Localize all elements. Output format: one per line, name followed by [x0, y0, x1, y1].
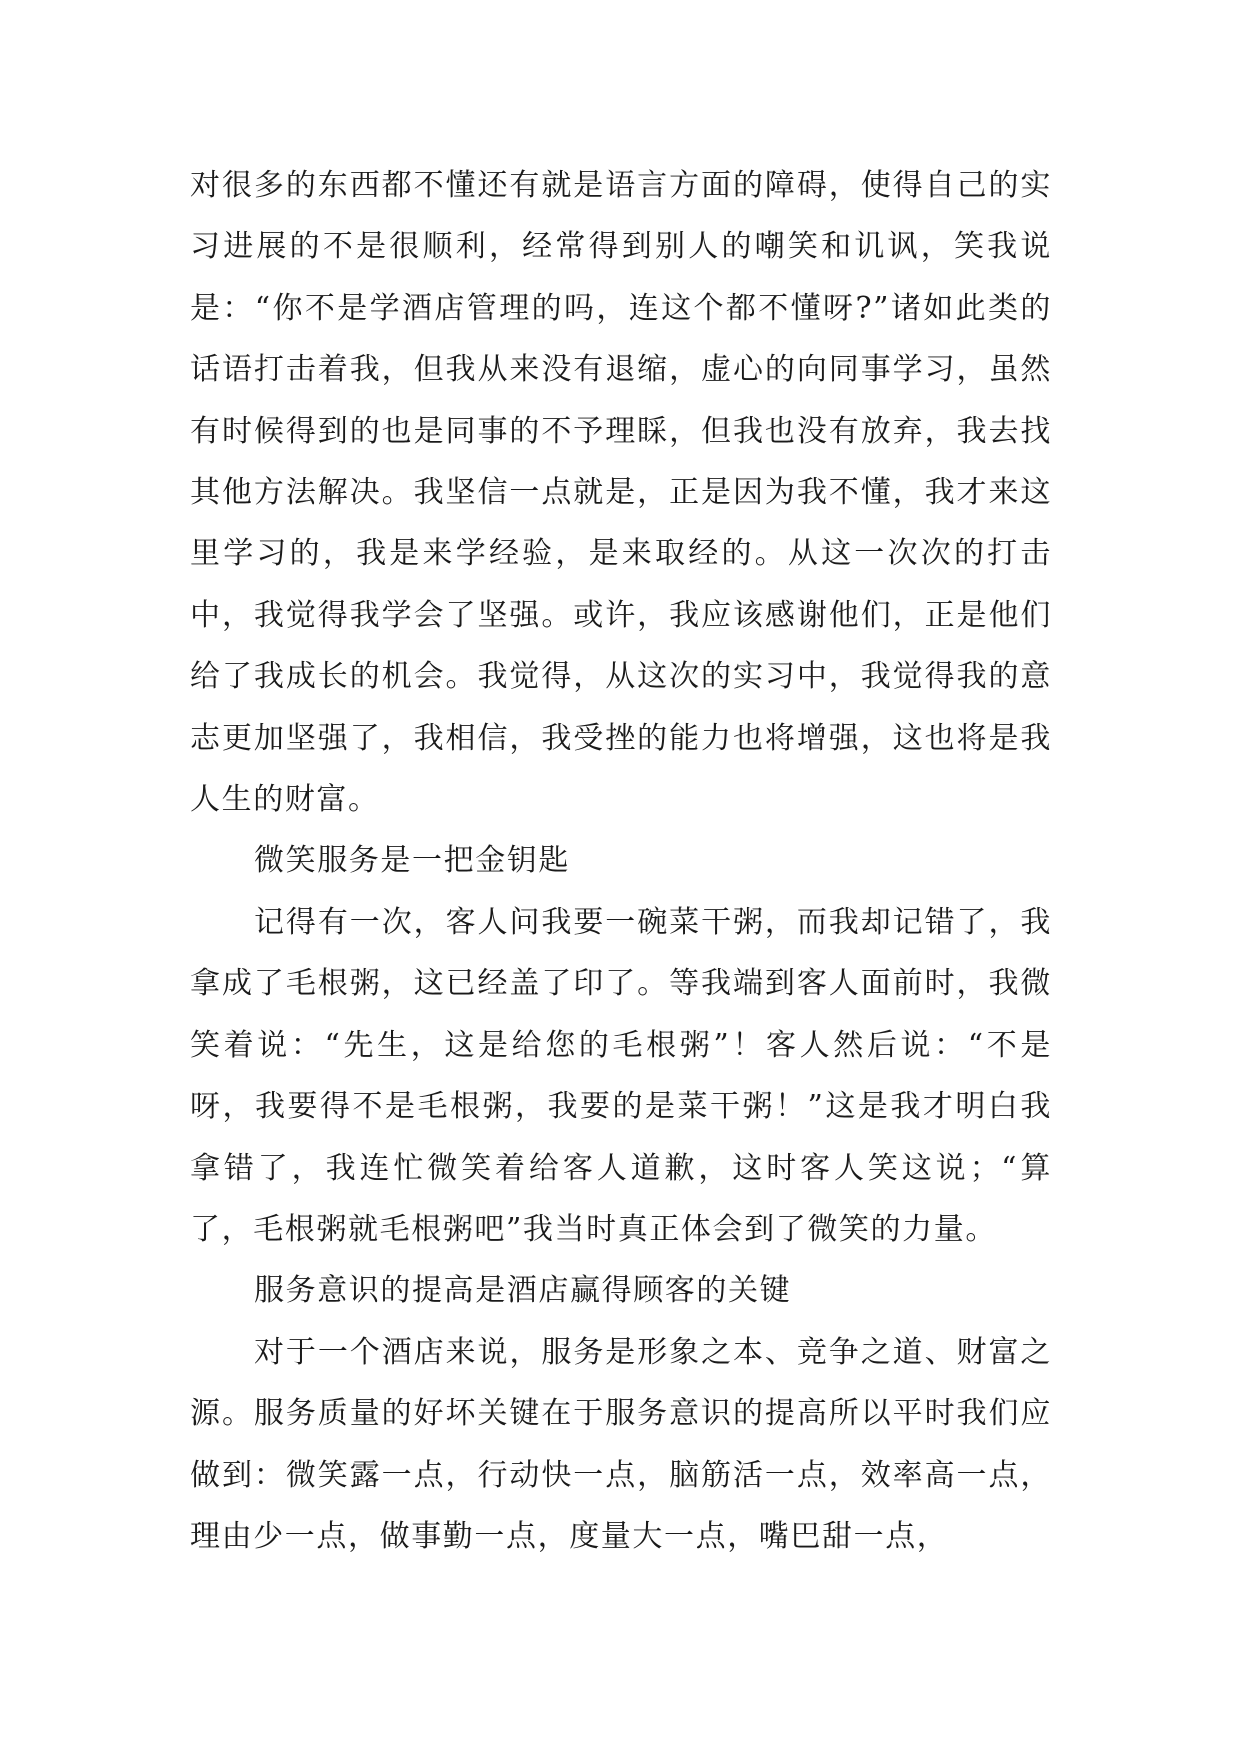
document-body — [190, 155, 1052, 1567]
section-heading-service-awareness: 服务意识的提高是酒店赢得顾客的关键 — [254, 1273, 792, 1309]
paragraph-internship-difficulties: 对很多的东西都不懂还有就是语言方面的障碍，使得自己的实习进展的不是很顺利，经常得到别人的嘲笑和讥讽，笑我说是：“你不是学酒店管理的吗，连这个都不懂呀?”诸如此类的话语打击着我，但我从来没有退缩，虚心的向同事学习，虽然有时候得到的也是同事的不予理睬，但我也没有放弃，我去找其他方法解决。我坚信一点就是，正是因为我不懂，我才来这里学习的，我是来学经验，是来取经的。从这一次次的打击中，我觉得我学会了坚强。或许，我应该感谢他们，正是他们给了我成长的机会。我觉得，从这次的实习中，我觉得我的意志更加坚强了，我相信，我受挫的能力也将增强，这也将是我人生的财富。 — [190, 168, 1052, 818]
paragraph-smile-story: 记得有一次，客人问我要一碗菜干粥，而我却记错了，我拿成了毛根粥，这已经盖了印了。等我端到客人面前时，我微笑着说：“先生，这是给您的毛根粥”！客人然后说：“不是呀，我要得不是毛根粥，我要的是菜干粥！”这是我才明白我拿错了，我连忙微笑着给客人道歉，这时客人笑这说；“算了，毛根粥就毛根粥吧”我当时真正体会到了微笑的力量。 — [190, 904, 1052, 1247]
section-heading-smile-service: 微笑服务是一把金钥匙 — [254, 843, 570, 879]
paragraph-service-awareness: 对于一个酒店来说，服务是形象之本、竞争之道、财富之源。服务质量的好坏关键在于服务意识的提高所以平时我们应做到：微笑露一点，行动快一点，脑筋活一点，效率高一点，理由少一点，做事勤一点，度量大一点，嘴巴甜一点， — [190, 1334, 1052, 1554]
